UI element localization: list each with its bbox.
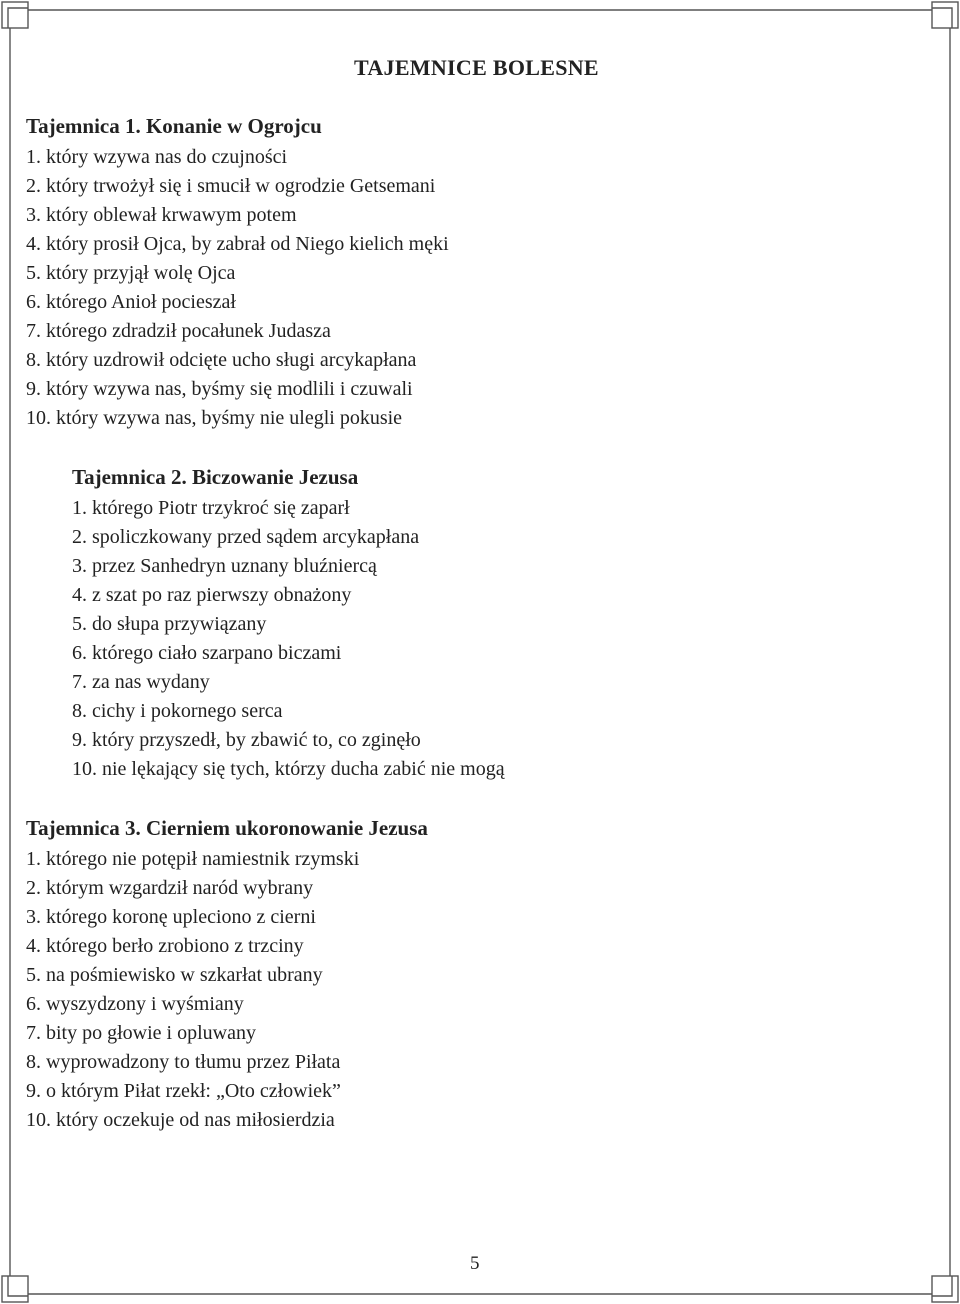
- list-item: 9. który wzywa nas, byśmy się modlili i czuwali: [26, 378, 413, 400]
- list-item: 5. który przyjął wolę Ojca: [26, 262, 236, 284]
- list-item: 3. który oblewał krwawym potem: [26, 204, 297, 226]
- list-item: 6. wyszydzony i wyśmiany: [26, 993, 244, 1015]
- list-item: 3. którego koronę upleciono z cierni: [26, 906, 316, 928]
- list-item: 5. na pośmiewisko w szkarłat ubrany: [26, 964, 323, 986]
- list-item: 7. którego zdradził pocałunek Judasza: [26, 320, 331, 342]
- list-item: 2. którym wzgardził naród wybrany: [26, 877, 314, 899]
- list-item: 3. przez Sanhedryn uznany bluźniercą: [72, 555, 377, 577]
- list-item: 10. nie lękający się tych, którzy ducha zabić nie mogą: [72, 758, 505, 780]
- list-item: 2. który trwożył się i smucił w ogrodzie Getsemani: [26, 175, 436, 197]
- list-item: 1. którego Piotr trzykroć się zaparł: [72, 497, 350, 519]
- list-item: 1. którego nie potępił namiestnik rzymski: [26, 848, 360, 870]
- list-item: 2. spoliczkowany przed sądem arcykapłana: [72, 526, 420, 548]
- list-item: 6. którego Anioł pocieszał: [26, 291, 236, 313]
- page-title: TAJEMNICE BOLESNE: [354, 55, 599, 80]
- section-title: Tajemnica 3. Cierniem ukoronowanie Jezusa: [26, 816, 428, 840]
- mystery-section-3: [26, 812, 428, 1135]
- list-item: 1. który wzywa nas do czujności: [26, 146, 288, 168]
- mystery-section-2: [72, 461, 505, 784]
- list-item: 8. cichy i pokornego serca: [72, 700, 283, 722]
- section-title: Tajemnica 1. Konanie w Ogrojcu: [26, 114, 322, 138]
- list-item: 9. który przyszedł, by zbawić to, co zginęło: [72, 729, 421, 751]
- list-item: 7. bity po głowie i opluwany: [26, 1022, 256, 1044]
- mystery-section-1: [26, 110, 449, 433]
- list-item: 4. z szat po raz pierwszy obnażony: [72, 584, 352, 606]
- page-number: 5: [470, 1253, 480, 1274]
- list-item: 4. który prosił Ojca, by zabrał od Niego kielich męki: [26, 233, 449, 255]
- list-item: 8. który uzdrowił odcięte ucho sługi arcykapłana: [26, 349, 417, 371]
- list-item: 10. który wzywa nas, byśmy nie ulegli pokusie: [26, 407, 403, 429]
- list-item: 8. wyprowadzony to tłumu przez Piłata: [26, 1051, 341, 1073]
- list-item: 5. do słupa przywiązany: [72, 613, 267, 635]
- list-item: 7. za nas wydany: [72, 671, 210, 693]
- list-item: 9. o którym Piłat rzekł: „Oto człowiek”: [26, 1080, 341, 1102]
- section-title: Tajemnica 2. Biczowanie Jezusa: [72, 465, 359, 489]
- list-item: 6. którego ciało szarpano biczami: [72, 642, 342, 664]
- list-item: 4. którego berło zrobiono z trzciny: [26, 935, 304, 957]
- list-item: 10. który oczekuje od nas miłosierdzia: [26, 1109, 335, 1131]
